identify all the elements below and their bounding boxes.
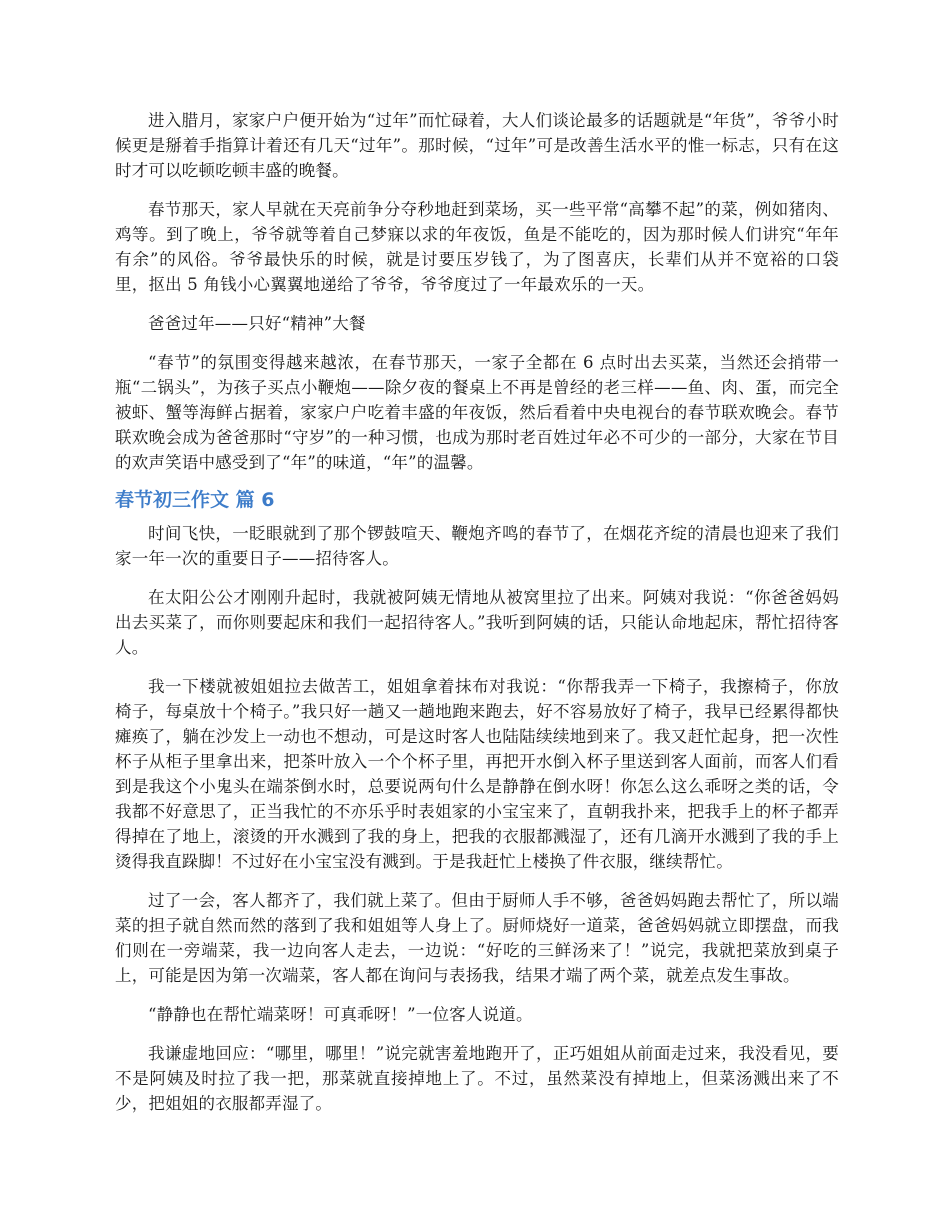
paragraph: 进入腊月，家家户户便开始为“过年”而忙碌着，大人们谈论最多的话题就是“年货”，爷爷小时候更是掰着手指算计着还有几天“过年”。那时候，“过年”可是改善生活水平的惟一标志，只有在这时才可以吃顿吃顿丰盛的晚餐。	[115, 111, 839, 180]
paragraph: 我谦虚地回应：“哪里，哪里！”说完就害羞地跑开了，正巧姐姐从前面走过来，我没看见，要不是阿姨及时拉了我一把，那菜就直接掉地上了。不过，虽然菜没有掉地上，但菜汤溅出来了不少，把姐姐的衣服都弄湿了。	[115, 1044, 839, 1113]
document-page	[115, 108, 839, 1130]
paragraph: 我一下楼就被姐姐拉去做苦工，姐姐拿着抹布对我说：“你帮我弄一下椅子，我擦椅子，你放椅子，每桌放十个椅子。”我只好一趟又一趟地跑来跑去，好不容易放好了椅子，我早已经累得都快瘫痪了，躺在沙发上一动也不想动，可是这时客人也陆陆续续地到来了。我又赶忙起身，把一次性杯子从柜子里拿出来，把茶叶放入一个个杯子里，再把开水倒入杯子里送到客人面前，而客人们看到是我这个小鬼头在端茶倒水时，总要说两句什么是静静在倒水呀！你怎么这么乖呀之类的话，令我都不好意思了，正当我忙的不亦乐乎时表姐家的小宝宝来了，直朝我扑来，把我手上的杯子都弄得掉在了地上，滚烫的开水溅到了我的身上，把我的衣服都溅湿了，还有几滴开水溅到了我的手上烫得我直跺脚！不过好在小宝宝没有溅到。于是我赶忙上楼换了件衣服，继续帮忙。	[115, 677, 839, 871]
section-heading: 春节初三作文 篇 6	[115, 489, 275, 511]
paragraph: 春节那天，家人早就在天亮前争分夺秒地赶到菜场，买一些平常“高攀不起”的菜，例如猪肉、鸡等。到了晚上，爷爷就等着自己梦寐以求的年夜饭，鱼是不能吃的，因为那时候人们讲究“年年有余”的风俗。爷爷最快乐的时候，就是讨要压岁钱了，为了图喜庆，长辈们从并不宽裕的口袋里，抠出 5 角钱小心翼翼地递给了爷爷，爷爷度过了一年最欢乐的一天。	[115, 200, 839, 294]
paragraph: 在太阳公公才刚刚升起时，我就被阿姨无情地从被窝里拉了出来。阿姨对我说：“你爸爸妈妈出去买菜了，而你则要起床和我们一起招待客人。”我听到阿姨的话，只能认命地起床，帮忙招待客人。	[115, 588, 839, 657]
paragraph: 过了一会，客人都齐了，我们就上菜了。但由于厨师人手不够，爸爸妈妈跑去帮忙了，所以端菜的担子就自然而然的落到了我和姐姐等人身上了。厨师烧好一道菜，爸爸妈妈就立即摆盘，而我们则在一旁端菜，我一边向客人走去，一边说：“好吃的三鲜汤来了！”说完，我就把菜放到桌子上，可能是因为第一次端菜，客人都在询问与表扬我，结果才端了两个菜，就差点发生事故。	[115, 891, 839, 985]
paragraph: 时间飞快，一眨眼就到了那个锣鼓喧天、鞭炮齐鸣的春节了，在烟花齐绽的清晨也迎来了我们家一年一次的重要日子——招待客人。	[115, 524, 839, 568]
paragraph: “春节”的氛围变得越来越浓，在春节那天，一家子全都在 6 点时出去买菜，当然还会捎带一瓶“二锅头”，为孩子买点小鞭炮——除夕夜的餐桌上不再是曾经的老三样——鱼、肉、蛋，而完全被虾、蟹等海鲜占据着，家家户户吃着丰盛的年夜饭，然后看着中央电视台的春节联欢晚会。春节联欢晚会成为爸爸那时“守岁”的一种习惯，也成为那时老百姓过年必不可少的一部分，大家在节目的欢声笑语中感受到了“年”的味道，“年”的温馨。	[115, 353, 839, 472]
subheading-paragraph: 爸爸过年——只好“精神”大餐	[148, 314, 366, 333]
paragraph: “静静也在帮忙端菜呀！可真乖呀！”一位客人说道。	[148, 1005, 533, 1024]
